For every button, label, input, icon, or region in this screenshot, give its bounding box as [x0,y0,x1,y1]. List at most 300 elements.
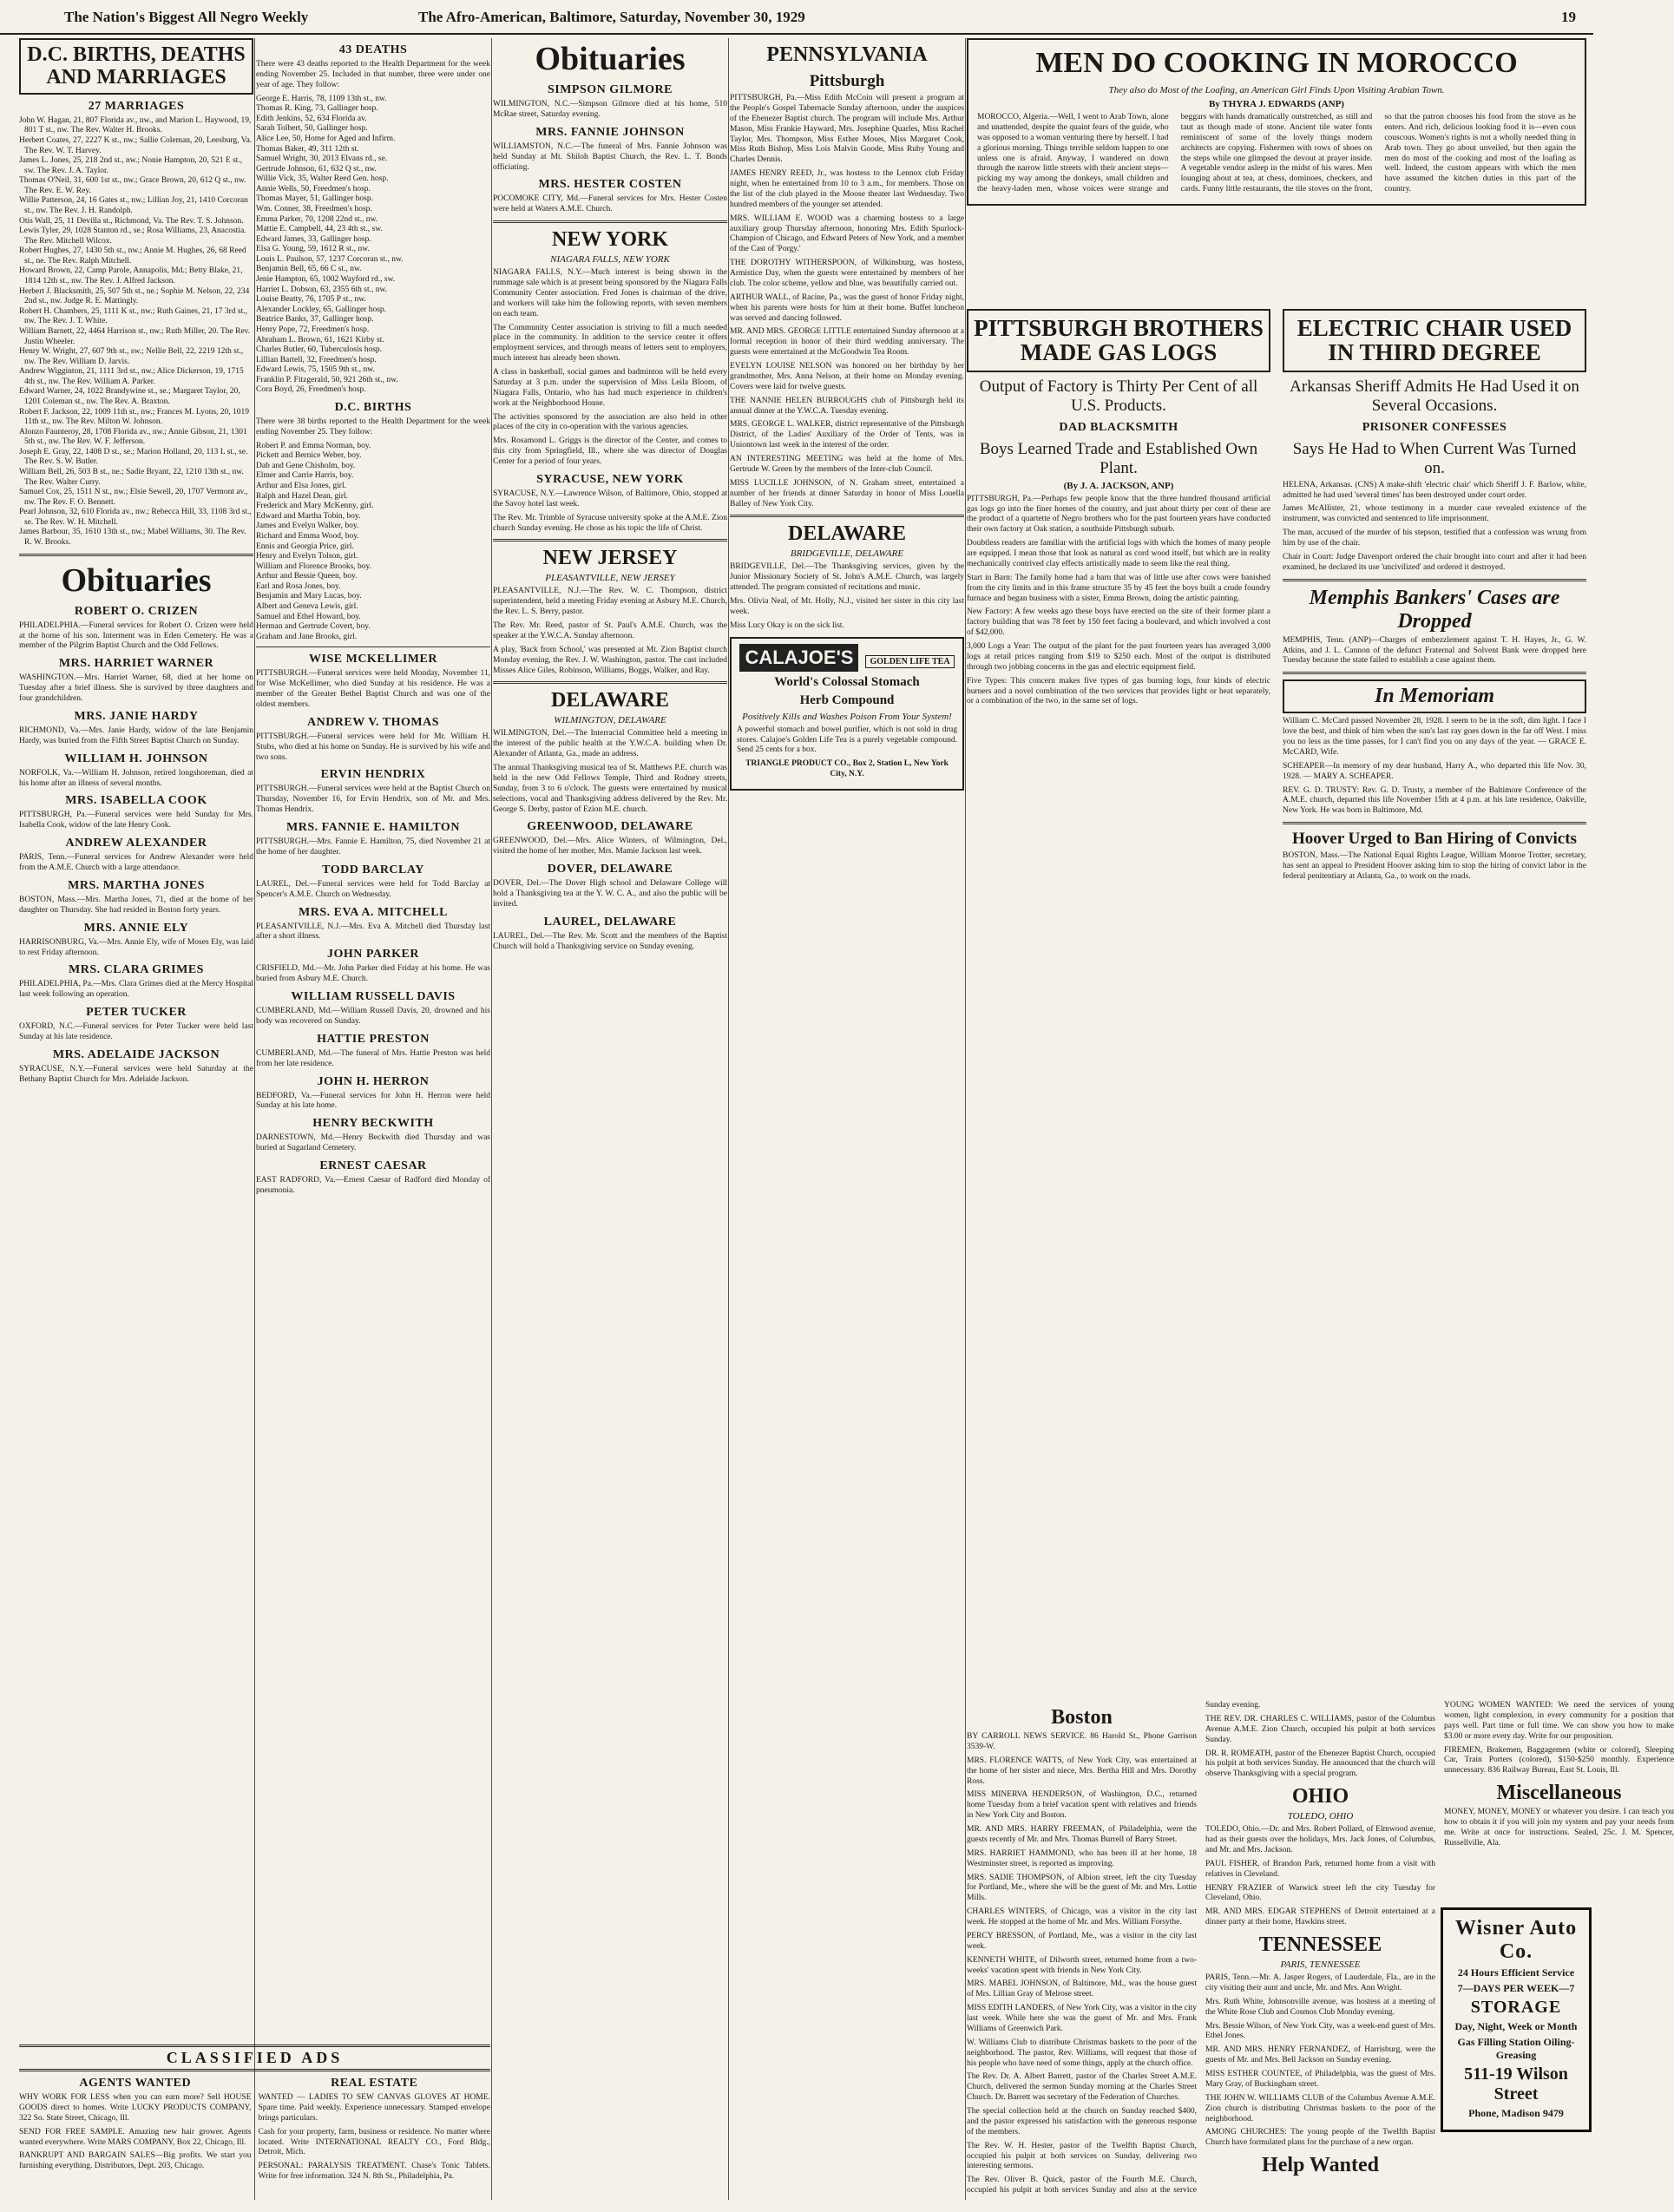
list-item: James and Evelyn Walker, boy. [256,522,359,531]
obituary-name: MRS. ANNIE ELY [83,921,189,935]
real-estate-heading: REAL ESTATE [331,2077,418,2090]
masthead-title: The Afro-American, Baltimore, Saturday, November 30, 1929 [418,9,805,25]
article-paragraph: A play, 'Back from School,' was presented at Mt. Zion Baptist church Monday evening, the Rev. J. W. Washington, pastor. The cast included Misses Alice Giles, Robinson, Williams, Boggs, Walker, and Ray. [493,645,727,675]
article-paragraph: BANKRUPT AND BARGAIN SALES—Big profits. We start you furnishing everything. Distributors, Dept. 203, Chicago. [19,2151,252,2171]
obituary-name: MRS. ISABELLA COOK [65,794,207,808]
ad-tagline: GOLDEN LIFE TEA [865,655,954,668]
ad-subline: Positively Kills and Washes Poison From Your System! [742,711,952,722]
deaths-list [256,95,490,396]
article-paragraph: WHY WORK FOR LESS when you can earn more? Sell HOUSE GOODS direct to homes. Write LUCKY PRODUCTS COMPANY, 322 So. State Street, Chicago, Ill. [19,2093,252,2123]
list-item: Emma Parker, 70, 1208 22nd st., nw. [256,214,378,224]
masthead-slogan: The Nation's Biggest All Negro Weekly [64,9,309,25]
syracuse-articles [493,489,727,535]
obituary-text: SYRACUSE, N.Y.—Funeral services were held Saturday at the Bethany Baptist Church for Mrs. Adelaide Jackson. [19,1064,253,1084]
wisner-storage: STORAGE [1470,1998,1562,2017]
list-item: Elsa G. Young, 59, 1612 R st., nw. [256,245,370,254]
new-york-heading: NEW YORK [551,228,668,252]
classified-ads [19,2045,490,2186]
column-rule [728,38,729,2200]
list-item: Herbert J. Blacksmith, 25, 507 5th st., ne.; Sophie M. Nelson, 22, 234 2nd st., nw. Judge R. E. Mattingly. [19,286,250,306]
obituary-list [493,83,727,215]
boston-paragraph: DR. R. ROMEATH, pastor of the Ebenezer Baptist Church, occupied his pulpit at both services Sunday. He announced that the church will observe Thanksgiving with a special program. [1205,1749,1435,1779]
obituary-list [19,605,253,1086]
obituary-name: MRS. FANNIE JOHNSON [535,125,685,139]
list-item: Edward Lewis, 75, 1505 9th st., nw. [256,365,375,375]
gas-logs-subheadline: Output of Factory is Thirty Per Cent of all U.S. Products. [979,377,1258,415]
delaware-heading: DELAWARE [550,689,670,712]
list-item: Earl and Rosa Jones, boy. [256,581,341,591]
memphis-headline: Memphis Bankers' Cases are Dropped [1309,586,1560,633]
obituary-name: ERNEST CAESAR [319,1159,427,1173]
morocco-byline: By THYRA J. EDWARDS (ANP) [1209,99,1344,109]
obituary-name: ERVIN HENDRIX [320,768,426,782]
boston-paragraph: PERCY BRESSON, of Portland, Me., was a visitor in the city last week. [967,1931,1197,1951]
obituary-text: BOSTON, Mass.—Mrs. Martha Jones, 71, died at the home of her daughter on Thursday. She had resided in Boston forty years. [19,895,253,915]
column-rule [965,38,966,2200]
list-item: Willie Patterson, 24, 16 Gates st., nw.; Lillian Joy, 21, 1410 Corcoran st., nw. The Rev. J. H. Randolph. [19,196,248,215]
obituary-list [256,653,490,1197]
list-item: Abraham L. Brown, 61, 1621 Kirby st. [256,335,384,345]
obituary-name: HATTIE PRESTON [317,1032,430,1046]
list-item: Samuel Wright, 30, 2013 Elvans rd., se. [256,154,388,164]
obituary-name: MRS. HESTER COSTEN [538,178,682,192]
article-paragraph: PITTSBURGH, Pa.—Perhaps few people know that the three hundred thousand artificial gas logs go into the finer homes of the country, and just about thirty per cent of these are the product of a quartette of Negro brothers who for the past fourteen years have conducted their own factory at Oak station, a southside Pittsburgh suburb. [967,494,1270,535]
gas-logs-byline: (By J. A. JACKSON, ANP) [1063,480,1174,491]
list-item: Robert Hughes, 27, 1430 5th st., nw.; Annie M. Hughes, 26, 68 Reed st., ne. The Rev. Ralph Mitchell. [19,246,246,266]
column-rule [254,38,255,2200]
pennsylvania-heading: PENNSYLVANIA [766,43,928,66]
electric-chair-body [1283,481,1586,574]
obituary-text: CUMBERLAND, Md.—William Russell Davis, 20, drowned and his body was recovered on Sunday. [256,1007,490,1026]
boston-paragraph: The Rev. Oliver B. Quick, pastor of the Fourth M.E. Church, occupied his pulpit at both services Sunday and also at the service Sunday evening. [967,1701,1261,2196]
column-deaths-births [256,38,490,2200]
dc-records-title: D.C. BIRTHS, DEATHS AND MARRIAGES [27,43,246,89]
boston-paragraph: The special collection held at the church on Sunday reached $400, and the pastor expressed his satisfaction with the generous response of the members. [967,2107,1197,2137]
list-item: Herman and Gertrude Covert, boy. [256,622,371,632]
article-paragraph: WANTED — LADIES TO SEW CANVAS GLOVES AT HOME. Spare time. Paid weekly. Experience unnecessary. Stamped envelope brings particulars. [258,2093,490,2123]
ad-brand: CALAJOE'S [739,644,858,672]
list-item: Thomas R. King, 73, Gallinger hosp. [256,104,378,114]
gas-logs-article [967,309,1270,711]
ad-address: TRIANGLE PRODUCT CO., Box 2, Station L, New York City, N.Y. [745,759,949,779]
list-item: Frederick and Mary McKenny, girl. [256,502,374,511]
classified-title: CLASSIFIED ADS [19,2045,490,2071]
article-paragraph: EVELYN LOUISE NELSON was honored on her birthday by her grandmother, Mrs. Anna Nelson, at their home on Monday evening. Covers were laid for twelve guests. [730,362,964,391]
memoriam-title: In Memoriam [1374,685,1495,708]
article-paragraph: A class in basketball, social games and badminton will be held every Saturday at 3 p.m. under the supervision of Miss Leila Bloom, of Niagara Falls, Ontario, who has had much experience in children's work at the Neighborhood House. [493,368,727,408]
electric-chair-deck2: Says He Had to When Current Was Turned on. [1292,439,1577,477]
obituary-name: PETER TUCKER [86,1006,187,1020]
masthead [0,0,1593,35]
gas-logs-body [967,495,1270,708]
list-item: Samuel and Ethel Howard, boy. [256,612,361,621]
obituary-name: WILLIAM H. JOHNSON [64,752,208,765]
classified-right [259,2071,491,2186]
syracuse-heading: SYRACUSE, NEW YORK [536,472,684,486]
new-jersey-heading: NEW JERSEY [542,547,678,570]
list-item: Howard Brown, 22, Camp Parole, Annapolis, Md.; Betty Blake, 21, 1814 12th st., nw. The Rev. J. Alfred Jackson. [19,266,243,286]
dover-article: DOVER, Del.—The Dover High school and Delaware College will hold a Thanksgiving tea at the Y. W. C. A., and also the public will be invited. [493,879,727,909]
list-item: Henry Pope, 72, Freedmen's hosp. [256,325,370,334]
article-paragraph: Cash for your property, farm, business or residence. No matter where located. Write INTERNATIONAL REALTY CO., Ford Bldg., Detroit, Mich. [258,2127,490,2157]
divider [493,539,727,542]
article-paragraph: The Community Center association is striving to fill a much needed place in the community. In addition to the service center it offers employment services, and through means of letters sent to employers, much interest has already been shown. [493,323,727,364]
list-item: William and Florence Brooks, boy. [256,561,372,571]
boston-paragraph: THE REV. DR. CHARLES C. WILLIAMS, pastor of the Columbus Avenue A.M.E. Zion Church, occupied his pulpit at both services Sunday. [1205,1714,1435,1744]
article-paragraph: THE DOROTHY WITHERSPOON, of Wilkinsburg, was hostess, Armistice Day, when the guests were entertained by members of her club. The color scheme, yellow and blue, was beautifully carried out. [730,259,964,288]
obituary-text: WASHINGTON.—Mrs. Harriet Warner, 68, died at her home on Tuesday after a brief illness. She is survived by three daughters and four grandchildren. [19,673,253,704]
obituary-text: PITTSBURGH, Pa.—Funeral services were held Sunday for Mrs. Isabella Cook, widow of the late Henry Cook. [19,811,253,830]
help-wanted-heading: Help Wanted [1262,2154,1379,2177]
article-paragraph: MRS. WILLIAM E. WOOD was a charming hostess to a large auxiliary group Thursday afternoon, honoring Mrs. Edith Spurlock-Champion of Chicago, and Edward Peters of New York, and a member of the Cast of 'Porgy.' [730,213,964,254]
classified-left [19,2071,252,2186]
list-item: Alexander Lockley, 65, Gallinger hosp. [256,305,387,314]
hoover-headline: Hoover Urged to Ban Hiring of Convicts [1292,830,1577,849]
boston-paragraph: KENNETH WHITE, of Dilworth street, returned home from a two-weeks' vacation spent with friends in New York City. [967,1955,1197,1975]
wisner-street: 511-19 Wilson Street [1464,2064,1568,2104]
divider [493,681,727,684]
list-item: Otis Wall, 25, 11 Devilla st., Richmond, Va. The Rev. T. S. Johnson. [19,216,244,226]
paris-subheading: PARIS, TENNESSEE [1280,1959,1361,1970]
article-paragraph: JAMES HENRY REED, Jr., was hostess to the Lennox club Friday night, when he entertained from 10 to 3 a.m., for members. Those on the list of the club played in the Moose theater last Wednesday. Two hundred members of the younger set attended. [730,169,964,209]
morocco-headline: MEN DO COOKING IN MOROCCO [1035,47,1518,79]
list-item: Louise Beatty, 76, 1705 P st., nw. [256,295,366,305]
boston-paragraph: BY CARROLL NEWS SERVICE. 86 Harold St., Phone Garrison 3539-W. [967,1732,1197,1751]
list-item: Samuel Cox, 25, 1511 N st., nw.; Elsie Sewell, 20, 1707 Vermont av., nw. The Rev. F. O. Bennett. [19,488,248,507]
article-paragraph: BRIDGEVILLE, Del.—The Thanksgiving services, given by the Junior Missionary Society of St. John's A.M.E. Church, was largely attended. The program consisted of recitations and music. [730,562,964,593]
article-paragraph: MISS LUCILLE JOHNSON, of N. Graham street, entertained a number of her friends at dinner Saturday in honor of Miss Louella Balley of New York City. [730,478,964,509]
deaths-heading: 43 DEATHS [338,43,408,56]
ad-headline: World's Colossal Stomach [774,674,920,689]
boston-paragraph: MRS. FLORENCE WATTS, of New York City, was entertained at the home of her sister and niece, Mrs. Bertha Hill and Mrs. Dorothy Ross. [967,1756,1197,1786]
agents-wanted-heading: AGENTS WANTED [79,2077,192,2090]
obituary-text: EAST RADFORD, Va.—Ernest Caesar of Radford died Monday of pneumonia. [256,1176,490,1195]
hoover-body: BOSTON, Mass.—The National Equal Rights League, William Monroe Trotter, secretary, has sent an appeal to President Hoover asking him to stop the hiring of convict labor in the federal penitentiary at Atlanta, Ga., to work on the roads. [1283,851,1586,881]
obituary-name: JOHN H. HERRON [317,1074,430,1088]
column-vital-records [19,38,253,2200]
list-item: Richard and Emma Wood, boy. [256,531,359,541]
laurel-heading: LAUREL, DELAWARE [543,915,677,929]
dover-heading: DOVER, DELAWARE [547,863,673,876]
toledo-subheading: TOLEDO, OHIO [1287,1811,1354,1822]
obituary-text: PITTSBURGH.—Funeral services were held for Mr. William H. Stubs, who died at his home on Sunday. He is survived by his wife and two sons. [256,732,490,762]
list-item: Sarah Tolbert, 50, Gallinger hosp. [256,124,368,134]
article-paragraph: Doubtless readers are familiar with the artificial logs with which the homes of many people are equipped. I mean those that look as natural as cord wood itself, but which are in reality mechanically contrived clay effects artistically made to seem like the real thing. [967,539,1270,568]
list-item: Edward James, 33, Gallinger hosp. [256,234,371,244]
article-paragraph: HELENA, Arkansas. (CNS) A make-shift 'electric chair' which Sheriff J. F. Barlow, white, admitted he had used 'several times' has been destroyed under court order. [1283,480,1586,500]
bridgeville-subheading: BRIDGEVILLE, DELAWARE [790,548,904,560]
obituary-text: DARNESTOWN, Md.—Henry Beckwith died Thursday and was buried at Sugarland Cemetery. [256,1133,490,1153]
dc-records-box [19,38,253,95]
boston-paragraph: The Rev. W. H. Hester, pastor of the Twelfth Baptist Church, occupied his pulpit at both services on Sunday, delivering two interesting sermons. [967,2141,1197,2171]
help-wanted-item: YOUNG WOMEN WANTED: We need the services of young women, light complexion, in every community for a position that pays well. Part time or full time. We can show you how to make $3.00 or more every day. Write for our proposition. [1444,1701,1674,1741]
tennessee-paragraph: Mrs. Bessie Wilson, of New York City, was a week-end guest of Mrs. Ethel Jones. [1205,2021,1435,2041]
new-jersey-articles [493,587,727,676]
greenwood-article: GREENWOOD, Del.—Mrs. Alice Winters, of Wilmington, Del., visited the home of her mother, Mrs. Mamie Jackson last week. [493,837,727,857]
list-item: William Barnett, 22, 4464 Harrison st., nw.; Ruth Miller, 20. The Rev. Justin Wheeler. [19,326,251,346]
list-item: Arthur and Elsa Jones, girl. [256,482,346,491]
obituary-name: MRS. HARRIET WARNER [58,657,214,671]
real-estate-list [259,2093,491,2182]
wisner-name: Wisner Auto Co. [1454,1917,1578,1963]
article-paragraph: NIAGARA FALLS, N.Y.—Much interest is being shown in the rummage sale which is at present being sponsored by the Niagara Falls Community Center association. Fred Jones is chairman of the drive, and workers will take him the following reports, with seven members on each team. [493,268,727,318]
boston-paragraph: CHARLES WINTERS, of Chicago, was a visitor in the city last week. He stopped at the home of Mr. and Mrs. William Forsythe. [967,1907,1197,1926]
boston-paragraph: MRS. MABEL JOHNSON, of Baltimore, Md., was the house guest of Mrs. Lillian Gray of Melrose street. [967,1979,1197,1999]
wisner-line: Day, Night, Week or Month [1454,2020,1578,2032]
obituary-name: WISE MCKELLIMER [309,653,437,666]
births-intro: There were 38 births reported to the Health Department for the week ending November 25. They follow: [256,417,490,436]
list-item: Dab and Gene Chisholm, boy. [256,461,356,470]
new-york-articles [493,268,727,468]
article-paragraph: SCHEAPER—In memory of my dear husband, Harry A., who departed this life Nov. 30, 1928. — MARY A. SCHEAPER. [1283,761,1586,781]
obituary-text: BEDFORD, Va.—Funeral services for John H. Herron were held Sunday at his late home. [256,1091,490,1111]
tennessee-paragraph: MR. AND MRS. HENRY FERNANDEZ, of Harrisburg, were the guests of Mr. and Mrs. Bell Jackson on Sunday evening. [1205,2045,1435,2065]
list-item: Ralph and Hazel Dean, girl. [256,491,349,501]
help-wanted-item: FIREMEN, Brakemen, Baggagemen (white or colored), Sleeping Car, Train Porters (colored), $150-$250 monthly. Experience unnecessary. 836 Railway Bureau, East St. Louis, Ill. [1444,1745,1674,1776]
list-item: Lillian Bartell, 32, Freedmen's hosp. [256,355,377,364]
obituary-name: HENRY BECKWITH [312,1117,434,1131]
gas-logs-deck2: Boys Learned Trade and Established Own Plant. [979,439,1258,477]
gas-logs-headline: PITTSBURGH BROTHERS MADE GAS LOGS [967,309,1270,372]
boston-paragraph: THE JOHN W. WILLIAMS CLUB of the Columbus Avenue A.M.E. Zion church is distributing Christmas baskets to the poor of the neighborhood. [1205,2093,1435,2123]
bridgeville-articles [730,562,964,631]
article-paragraph: ARTHUR WALL, of Racine, Pa., was the guest of honor Friday night, when his parents were hosts for him at their home. Buffet luncheon was served and dancing followed. [730,292,964,323]
boston-paragraph: MRS. HARRIET HAMMOND, who has been ill at her home, 18 Westminster street, is reported as improving. [967,1848,1197,1868]
ohio-paragraph: MR. AND MRS. EDGAR STEPHENS of Detroit entertained at a dinner party at their home, Hawkins street. [1205,1907,1435,1927]
ad-body: A powerful stomach and bowel purifier, which is not sold in drug stores. Calajoe's Golden Life Tea is a purely vegetable compound. Send 25 cents for a box. [737,725,957,755]
births-heading: D.C. BIRTHS [334,400,412,414]
obituary-text: PARIS, Tenn.—Funeral services for Andrew Alexander were held from the A.M.E. Church with a large attendance. [19,853,253,873]
article-paragraph: AN INTERESTING MEETING was held at the home of Mrs. Gertrude W. Green by the members of the Inter-club Council. [730,455,964,474]
article-paragraph: The man, accused of the murder of his stepson, testified that a confession was wrung from him by use of the chair. [1283,528,1586,548]
divider [1283,672,1586,674]
electric-chair-subheadline: Arkansas Sheriff Admits He Had Used it on Several Occasions. [1290,377,1579,415]
obituary-name: TODD BARCLAY [322,863,424,876]
divider [493,220,727,223]
list-item: Willie Vick, 35, Walter Reed Gen. hosp. [256,174,389,184]
wisner-line: 7—DAYS PER WEEK—7 [1457,1982,1575,1994]
list-item: Edward Warner, 24, 1022 Brandywine st., se.; Margaret Taylor, 20, 1201 Coleman st., nw. The Rev. A. Braxton. [19,387,240,406]
article-paragraph: Chair in Court: Judge Davenport ordered the chair brought into court and after it had been examined, he declared its use 'uncivilized' and ordered it destroyed. [1283,552,1586,572]
obituary-text: PITTSBURGH.—Funeral services were held Monday, November 11, for Wise McKellimer, who died Sunday at his residence. He was a member of the Greater Bethel Baptist Church and was one of the oldest members. [256,669,490,709]
list-item: Herbert Coates, 27, 2227 K st., nw.; Sallie Coleman, 20, Leesburg, Va. The Rev. W. T. Harvey. [19,135,253,155]
pittsburgh-subheading: Pittsburgh [809,72,885,90]
article-paragraph: James McAllister, 21, whose testimony in a murder case revealed existence of the instrument, was convicted and sentenced to life imprisonment. [1283,504,1586,524]
obituary-name: MRS. JANIE HARDY [74,709,199,723]
article-paragraph: MRS. GEORGE L. WALKER, district representative of the Pittsburgh District, of the Ladies' Auxiliary of the Order of Tents, was in Uniontown last week in the interest of the order. [730,420,964,450]
obituary-text: PITTSBURGH.—Mrs. Fannie E. Hamilton, 75, died November 21 at the home of her daughter. [256,837,490,857]
morocco-article [967,38,1586,206]
list-item: Mattie E. Campbell, 44, 23 4th st., sw. [256,225,383,234]
boston-paragraph: MISS EDITH LANDERS, of New York City, was a visitor in the city last week. While here she was the guest of Mr. and Mrs. Frank Williams of Greenwich Park. [967,2004,1197,2033]
list-item: Pearl Johnson, 32, 610 Florida av., nw.; Rebecca Hill, 33, 1108 3rd st., se. The Rev. W. H. Mitchell. [19,508,252,527]
divider [730,515,964,517]
column-obituaries-states [493,38,727,2200]
ohio-paragraph: TOLEDO, Ohio.—Dr. and Mrs. Robert Pollard, of Elmwood avenue, had as their guests over the holidays, Mrs. Jack Jones, of Columbus, and Mr. and Mrs. Jackson. [1205,1825,1435,1854]
miscellaneous-heading: Miscellaneous [1496,1782,1622,1805]
list-item: Ennis and Georgia Price, girl. [256,542,354,551]
tennessee-paragraph: PARIS, Tenn.—Mr. A. Jasper Rogers, of Lauderdale, Fla., are in the city visiting their aunt and uncle, Mr. and Mrs. Ann Wright. [1205,1973,1435,1992]
calajoe-advertisement [730,637,964,791]
list-item: Elmer and Carrie Harris, boy. [256,471,354,481]
obituary-name: MRS. MARTHA JONES [68,878,205,892]
obituary-text: NORFOLK, Va.—William H. Johnson, retired longshoreman, died at his home after an illness of several months. [19,768,253,788]
delaware-heading: DELAWARE [787,522,907,546]
article-paragraph: PLEASANTVILLE, N.J.—The Rev. W. C. Thompson, district superintendent, held a meeting Friday evening at Asbury M.E. Church, the Rev. L. S. Berry, pastor. [493,587,727,617]
miscellaneous-item: MONEY, MONEY, MONEY or whatever you desire. I can teach you how to obtain it if you will join my system and pay your needs from me. Write at once for instructions. Sealed, 25c. J. M. Spencer, Russellville, Ala. [1444,1808,1674,1848]
list-item: Robert H. Chambers, 25, 1111 K st., nw.; Ruth Gaines, 21, 17 3rd st., nw. The Rev. J. T. White. [19,306,247,326]
memoriam-box [1283,679,1586,713]
obituary-text: WILMINGTON, N.C.—Simpson Gilmore died at his home, 510 McRae street, Saturday evening. [493,100,727,119]
tennessee-paragraph: Mrs. Ruth White, Johnsonville avenue, was hostess at a meeting of the White Rose Club and Cosmos Club Monday evening. [1205,1997,1435,2017]
article-paragraph: The annual Thanksgiving musical tea of St. Matthews P.E. church was held in the new Odd Fellows Temple, Third and Rodney streets, Sunday, from 3 to 6 o'clock. The guests were entertained by musical selections, vocal and Thanksgiving address delivered by the Rev. Mr. George S. Derby, pastor of Ezion M.E. church. [493,764,727,814]
article-paragraph: Mrs. Olivia Neal, of Mt. Holly, N.J., visited her sister in this city last week. [730,597,964,616]
obituary-text: RICHMOND, Va.—Mrs. Janie Hardy, widow of the late Benjamin Hardy, was buried from the Fifth Street Baptist Church on Sunday. [19,725,253,745]
boston-paragraph: MISS MINERVA HENDERSON, of Washington, D.C., returned home Tuesday from a brief vacation spent with relatives and friends in New York City and Boston. [967,1790,1197,1821]
obituary-text: LAUREL, Del.—Funeral services were held for Todd Barclay at Spencer's A.M.E. Church on Wednesday. [256,879,490,899]
wisner-phone: Phone, Madison 9479 [1468,2107,1564,2119]
list-item: Robert F. Jackson, 22, 1009 11th st., nw.; Frances M. Lyons, 20, 1019 11th st., nw. The Rev. Milton W. Johnson. [19,407,250,427]
births-list [256,442,490,643]
tennessee-heading: TENNESSEE [1258,1933,1382,1956]
list-item: Franklin P. Fitzgerald, 50, 921 26th st., nw. [256,375,398,384]
article-paragraph: The Rev. Mr. Trimble of Syracuse university spoke at the A.M.E. Zion church Sunday evening. He chose as his topic the life of Christ. [493,513,727,533]
laurel-article: LAUREL, Del.—The Rev. Mr. Scott and the members of the Baptist Church will hold a Thanksgiving service on Sunday evening. [493,931,727,951]
morocco-subheadline: They also do Most of the Loafing, an American Girl Finds Upon Visiting Arabian Town. [1108,85,1445,95]
pittsburgh-articles [730,94,964,509]
list-item: Graham and Jane Brooks, girl. [256,632,358,641]
list-item: Harriet L. Dobson, 63, 2355 6th st., nw. [256,285,388,294]
obituary-name: WILLIAM RUSSELL DAVIS [291,990,456,1004]
niagara-subheading: NIAGARA FALLS, NEW YORK [550,254,670,266]
list-item: Alice Lee, 50, Home for Aged and Infirm. [256,134,396,143]
obituary-text: PHILADELPHIA.—Funeral services for Robert O. Crizen were held at the home of his son. Interment was in Eden Cemetery. He was a member of the Pilgrim Baptist Church and the Odd Fellows. [19,620,253,651]
obituary-text: OXFORD, N.C.—Funeral services for Peter Tucker were held last Sunday at his late residence. [19,1022,253,1042]
obituary-name: MRS. EVA A. MITCHELL [299,905,448,919]
article-paragraph: Five Types: This concern makes five types of gas burning logs, four kinds of electric burners and a novel combination of the two services that provides light or heat separately, or a combination of the two, in the same set of logs. [967,676,1270,706]
list-item: Henry and Evelyn Tolson, girl. [256,552,358,561]
obituary-name: MRS. ADELAIDE JACKSON [52,1047,220,1061]
divider [1283,822,1586,824]
memoriam-list [1283,717,1586,817]
boston-paragraph: The Rev. Dr. A. Albert Barrett, pastor of the Charles Street A.M.E. Church, delivered the sermon Sunday morning at the Charles Street Church. Dr. Barrett was secretary of the Federation of Churches. [967,2072,1197,2103]
list-item: Pickett and Bernice Weber, boy. [256,451,362,461]
list-item: Gertrude Johnson, 61, 632 Q st., nw. [256,164,377,174]
obituary-name: ROBERT O. CRIZEN [74,604,199,618]
list-item: Charles Butler, 60, Tuberculosis hosp. [256,345,383,355]
list-item: Benjamin and Mary Lucas, boy. [256,592,362,601]
article-paragraph: Mrs. Rosamond L. Griggs is the director of the Center, and comes to this city from Springfield, Ill., where she was director of Douglas Center for a period of four years. [493,436,727,466]
article-paragraph: SEND FOR FREE SAMPLE. Amazing new hair grower. Agents wanted everywhere. Write MARS COMPANY, Box 22, Chicago, Ill. [19,2127,252,2147]
list-item: Louis L. Paulson, 57, 1237 Corcoran st., nw. [256,254,404,264]
agents-wanted-list [19,2093,252,2172]
list-item: Benjamin Bell, 65, 66 C st., nw. [256,265,362,274]
marriages-heading: 27 MARRIAGES [88,99,185,113]
boston-paragraph: MISS ESTHER COUNTEE, of Philadelphia, was the guest of Mrs. Mary Gray, of Buckingham street. [1205,2070,1435,2089]
column-pennsylvania [730,38,964,2200]
obituary-name: SIMPSON GILMORE [547,83,673,96]
deaths-intro: There were 43 deaths reported to the Health Department for the week ending November 25. Included in that number, three were under one year of age. They follow: [256,60,490,89]
article-paragraph: The Rev. Mr. Reed, pastor of St. Paul's A.M.E. Church, was the speaker at the Y.W.C.A. Sunday afternoon. [493,621,727,640]
obituary-name: ANDREW V. THOMAS [306,715,440,729]
list-item: Jenie Hampton, 65, 1002 Wayford rd., sw. [256,275,396,285]
obituaries-heading: Obituaries [535,41,686,77]
list-item: Robert P. and Emma Norman, boy. [256,441,371,450]
list-item: Henry W. Wright, 27, 607 9th st., sw.; Nellie Bell, 22, 2219 12th st., nw. The Rev. William D. Jarvis. [19,347,244,366]
article-paragraph: 3,000 Logs a Year: The output of the plant for the past fourteen years has averaged 3,000 logs at retail prices ranging from $19 to $250 each. Most of the output is distributed through two jobbing concerns in the gas and electric equipment field. [967,642,1270,672]
ohio-paragraph: HENRY FRAZIER of Warwick street left the city Tuesday for Cleveland, Ohio. [1205,1883,1435,1903]
boston-paragraph: MRS. SADIE THOMPSON, of Albion street, left the city Tuesday for Portland, Me., where she will be the guest of Mr. and Mrs. Lottie Mills. [967,1873,1197,1903]
list-item: Thomas Baker, 49, 311 12th st. [256,144,359,154]
list-item: Lewis Tyler, 29, 1028 Stanton rd., se.; Rosa Williams, 23, Anacostia. The Rev. Mitchell Wilcox. [19,226,246,246]
obituary-name: MRS. CLARA GRIMES [69,963,204,977]
wisner-line: Gas Filling Station Oiling-Greasing [1457,2036,1575,2061]
greenwood-heading: GREENWOOD, DELAWARE [527,820,693,834]
list-item: Beatrice Banks, 37, Gallinger hosp. [256,315,374,325]
article-paragraph: SYRACUSE, N.Y.—Lawrence Wilson, of Baltimore, Ohio, stopped at the Savoy hotel last week. [493,489,727,509]
right-feature-region [967,38,1586,881]
obituary-text: CRISFIELD, Md.—Mr. John Parker died Friday at his home. He was buried from Asbury M.E. Church. [256,964,490,984]
article-paragraph: William C. McCard passed November 28, 1928. I seem to be in the soft, dim light. I face I love the best, and think of him when the sun's last ray goes down in the far off West. I miss you no less as the time passes, for I can't find you on any days of the year. — GRACE E. McCARD, Wife. [1283,717,1586,757]
obituary-text: PLEASANTVILLE, N.J.—Mrs. Eva A. Mitchell died Thursday last after a short illness. [256,922,490,942]
list-item: John W. Hagan, 21, 807 Florida av., nw., and Marion L. Haywood, 19, 801 T st., nw. The Rev. Walter H. Brooks. [19,115,252,135]
article-paragraph: PERSONAL: PARALYSIS TREATMENT. Chase's Tonic Tablets. Write for free information. 324 N. 8th St., Philadelphia, Pa. [258,2162,490,2182]
list-item: George E. Harris, 78, 1109 13th st., nw. [256,94,387,103]
article-paragraph: Start in Barn: The family home had a barn that was of little use after cows were banished from the city limits and in this frame structure 35 by 45 feet the boys built a crude foundry furnace and began business with a sister, Emma Brown, doing the artistic painting. [967,573,1270,603]
gas-logs-deck: DAD BLACKSMITH [1059,420,1178,434]
wisner-line: 24 Hours Efficient Service [1457,1966,1575,1979]
list-item: Annie Wells, 50, Freedmen's hosp. [256,184,371,194]
list-item: Andrew Wigginton, 21, 1111 3rd st., nw.; Alice Dickerson, 19, 1715 4th st., nw. The Rev. William A. Parker. [19,367,244,386]
list-item: James L. Jones, 25, 218 2nd st., nw.; Nonie Hampton, 20, 521 E st., sw. The Rev. J. A. Taylor. [19,156,243,175]
article-paragraph: Miss Lucy Okay is on the sick list. [730,620,844,630]
page-number: 19 [1561,9,1576,25]
article-paragraph: THE NANNIE HELEN BURROUGHS club of Pittsburgh held its annual dinner at the Y.W.C.A. Tuesday evening. [730,396,964,416]
list-item: Thomas O'Neil, 31, 600 1st st., nw.; Grace Brown, 20, 612 Q st., nw. The Rev. E. W. Rey. [19,176,246,195]
obituary-name: MRS. FANNIE E. HAMILTON [286,821,460,835]
boston-paragraph: AMONG CHURCHES: The young people of the Twelfth Baptist Church have formulated plans for the purchase of a new organ. [1205,2128,1435,2148]
list-item: Edward and Martha Tobin, boy. [256,511,361,521]
obituary-text: PITTSBURGH.—Funeral services were held at the Baptist Church on Thursday, November 16, for Ervin Hendrix, son of Mr. and Mrs. Thomas Hendrix. [256,784,490,815]
list-item: Joseph E. Gray, 22, 1408 D st., se.; Marion Holland, 20, 113 L st., se. The Rev. S. W. Butler. [19,447,248,467]
wisner-auto-advertisement [1441,1907,1592,2132]
list-item: James Barbour, 35, 1610 13th st., nw.; Mabel Williams, 30. The Rev. R. W. Brooks. [19,528,246,548]
marriages-list [19,116,253,548]
list-item: Arthur and Bessie Queen, boy. [256,572,358,581]
list-item: Cora Boyd, 26, Freedmen's hosp. [256,385,366,395]
obituary-name: JOHN PARKER [327,948,419,962]
obituary-text: HARRISONBURG, Va.—Mrs. Annie Ely, wife of Moses Ely, was laid to rest Friday afternoon. [19,937,253,957]
obituary-name: ANDREW ALEXANDER [65,837,207,850]
obituary-text: WILLIAMSTON, N.C.—The funeral of Mrs. Fannie Johnson was held Sunday at Mt. Shiloh Baptist Church, the Rev. L. T. Bonds officiating. [493,141,727,172]
electric-chair-headline: ELECTRIC CHAIR USED IN THIRD DEGREE [1283,309,1586,372]
list-item: Alonzo Faunteroy, 28, 1708 Florida av., nw.; Annie Gibson, 21, 1301 5th st., nw. The Rev. W. F. Jefferson. [19,427,247,447]
electric-chair-deck: PRISONER CONFESSES [1362,420,1507,434]
ohio-paragraph: PAUL FISHER, of Brandon Park, returned home from a visit with relatives in Cleveland. [1205,1859,1435,1879]
obituaries-heading: Obituaries [61,561,212,599]
electric-chair-article [1283,309,1586,886]
boston-heading: Boston [1051,1706,1113,1729]
obituary-text: POCOMOKE CITY, Md.—Funeral services for Mrs. Hester Costen were held at Waters A.M.E. Church. [493,194,727,214]
column-rule [491,38,492,2200]
boston-paragraph: W. Williams Club to distribute Christmas baskets to the poor of the neighborhood. The pastor, Rev. Williams, will request that those of his people who have need of some things, apply at the church office. [967,2038,1197,2068]
list-item: Thomas Mayer, 51, Gallinger hosp. [256,194,373,204]
article-paragraph: PITTSBURGH, Pa.—Miss Edith McCoin will present a program at the People's Gospel Tabernacle Sunday afternoon, under the auspices of the Ebenezer Baptist church. The program will include Mrs. Arthur Mason, Miss Frankie Hayward, Mrs. Josephine Quarles, Miss Rachel Taylor, Mrs. Thompson, Miss Esther Moses, Miss Margaret Cook, Miss Ruth Bishop, Miss Lois Malvin Goode, Miss Ruby Young and Charles Dennis. [730,94,964,165]
list-item: William Bell, 26, 503 B st., ne.; Sadie Bryant, 22, 1210 13th st., nw. The Rev. Walter Curry. [19,468,244,487]
article-paragraph: The activities sponsored by the association are also held in other places of the city in co-operation with the various agencies. [493,412,727,432]
ad-headline: Herb Compound [799,692,895,707]
obituary-text: CUMBERLAND, Md.—The funeral of Mrs. Hattie Preston was held from her late residence. [256,1048,490,1068]
